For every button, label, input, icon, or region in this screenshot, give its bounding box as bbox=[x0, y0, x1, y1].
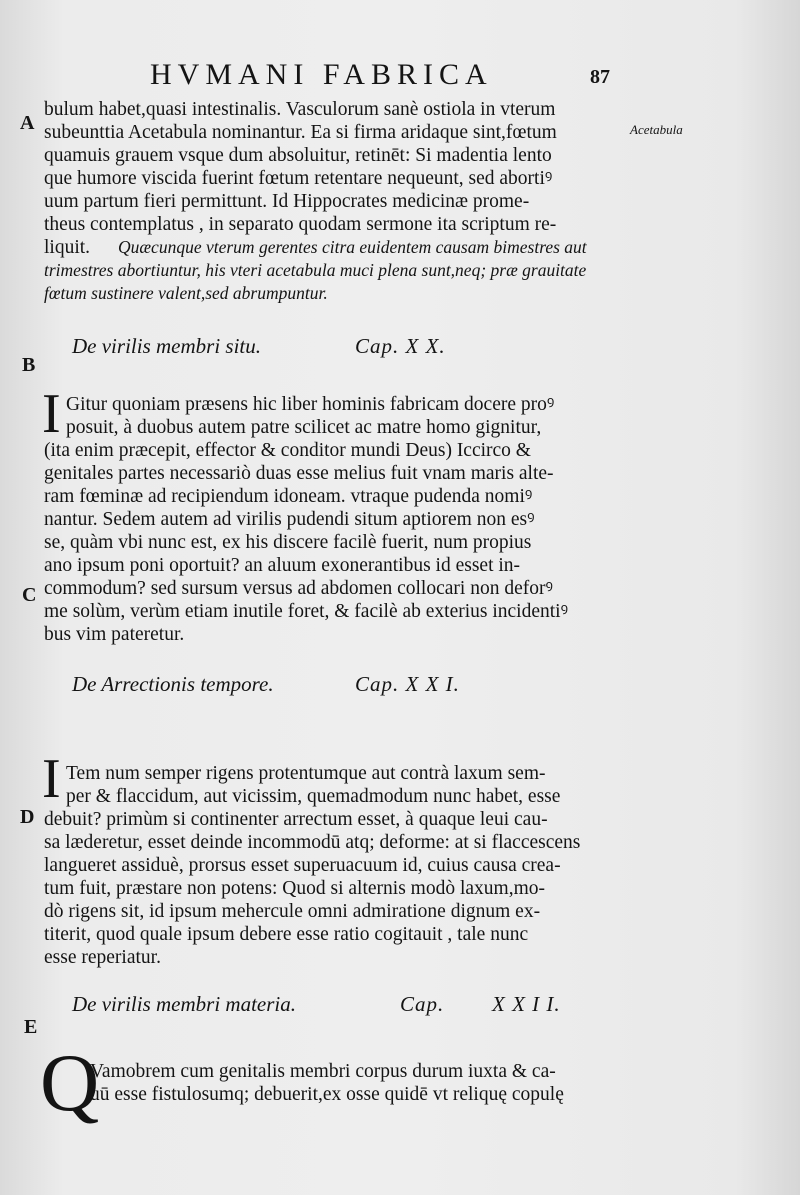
text-line: Vamobrem cum genitalis membri corpus durum iuxta & ca- bbox=[90, 1061, 556, 1082]
drop-initial: I bbox=[42, 748, 61, 810]
chapter-number: Cap. X X. bbox=[355, 334, 446, 358]
text-line: posuit, à duobus autem patre scilicet ac matre homo gignitur, bbox=[66, 417, 542, 438]
text-line: bulum habet,quasi intestinalis. Vasculorum sanè ostiola in vterum bbox=[44, 99, 556, 120]
running-head: HVMANI FABRICA bbox=[150, 58, 493, 91]
drop-initial: I bbox=[42, 383, 61, 445]
text-line: liquit. bbox=[44, 237, 91, 258]
text-line: tum fuit, præstare non potens: Quod si alternis modò laxum,mo- bbox=[44, 878, 545, 899]
text-line: Tem num semper rigens protentumque aut contrà laxum sem- bbox=[66, 763, 546, 784]
text-line: titerit, quod quale ipsum debere esse ratio cogitauit , tale nunc bbox=[44, 924, 529, 945]
section-marker-e: E bbox=[24, 1016, 38, 1038]
text-line: dò rigens sit, id ipsum mehercule omni admiratione dignum ex- bbox=[44, 901, 541, 922]
text-line: bus vim pateretur. bbox=[44, 624, 185, 645]
text-line: que humore viscida fuerint fœtum retentare nequeunt, sed abortiꝰ bbox=[44, 168, 553, 189]
text-line: ano ipsum poni oportuit? an aluum exonerantibus id esset in- bbox=[44, 555, 521, 576]
section-marker-c: C bbox=[22, 584, 37, 606]
drop-initial: Q bbox=[40, 1037, 100, 1128]
text-line: me solùm, verùm etiam inutile foret, & facilè ab exterius incidentiꝰ bbox=[44, 601, 569, 622]
text-line: Gitur quoniam præsens hic liber hominis fabricam docere proꝰ bbox=[66, 394, 555, 415]
text-line: langueret assiduè, prorsus esset superuacuum id, cuius causa crea- bbox=[44, 855, 561, 876]
section-marker-d: D bbox=[20, 806, 35, 828]
chapter-number-label: Cap. bbox=[400, 992, 445, 1016]
chapter-heading: De virilis membri situ. bbox=[72, 334, 261, 358]
text-line: uū esse fistulosumq; debuerit,ex osse quidē vt reliquę copulę bbox=[90, 1084, 564, 1105]
text-line: nantur. Sedem autem ad virilis pudendi situm aptiorem non esꝰ bbox=[44, 509, 535, 530]
chapter-number: X X I I. bbox=[492, 992, 561, 1016]
text-line: subeunttia Acetabula nominantur. Ea si firma aridaque sint,fœtum bbox=[44, 122, 557, 143]
text-line: esse reperiatur. bbox=[44, 947, 161, 968]
quote-line: fœtum sustinere valent,sed abrumpuntur. bbox=[44, 283, 328, 303]
text-line: (ita enim præcepit, effector & conditor mundi Deus) Iccirco & bbox=[44, 440, 531, 461]
text-line: se, quàm vbi nunc est, ex his discere facilè fuerit, num propius bbox=[44, 532, 532, 553]
chapter-number: Cap. X X I. bbox=[355, 672, 460, 696]
section-marker-a: A bbox=[20, 112, 35, 134]
text-line: genitales partes necessariò duas esse melius fuit vnam maris alte- bbox=[44, 463, 554, 484]
margin-note: Acetabula bbox=[630, 122, 683, 137]
text-line: debuit? primùm si continenter arrectum esset, à quaque leui cau- bbox=[44, 809, 548, 830]
quote-line: Quæcunque vterum gerentes citra euidentem causam bimestres aut bbox=[118, 237, 587, 257]
text-line: uum partum fieri permittunt. Id Hippocrates medicinæ prome- bbox=[44, 191, 530, 212]
chapter-heading: De virilis membri materia. bbox=[72, 992, 296, 1016]
text-line: per & flaccidum, aut vicissim, quemadmodum nunc habet, esse bbox=[66, 786, 561, 807]
text-line: commodum? sed sursum versus ad abdomen collocari non deforꝰ bbox=[44, 578, 553, 599]
text-line: theus contemplatus , in separato quodam sermone ita scriptum re- bbox=[44, 214, 557, 235]
quote-line: trimestres abortiuntur, his vteri acetabula muci plena sunt,neq; præ grauitate bbox=[44, 260, 587, 280]
text-line: ram fœminæ ad recipiendum idoneam. vtraque pudenda nomiꝰ bbox=[44, 486, 533, 507]
page-number: 87 bbox=[590, 66, 610, 88]
text-line: sa læderetur, esset deinde incommodū atq; deforme: at si flaccescens bbox=[44, 832, 581, 853]
text-line: quamuis grauem vsque dum absoluitur, retinēt: Si madentia lento bbox=[44, 145, 552, 166]
chapter-heading: De Arrectionis tempore. bbox=[72, 672, 274, 696]
section-marker-b: B bbox=[22, 354, 36, 376]
